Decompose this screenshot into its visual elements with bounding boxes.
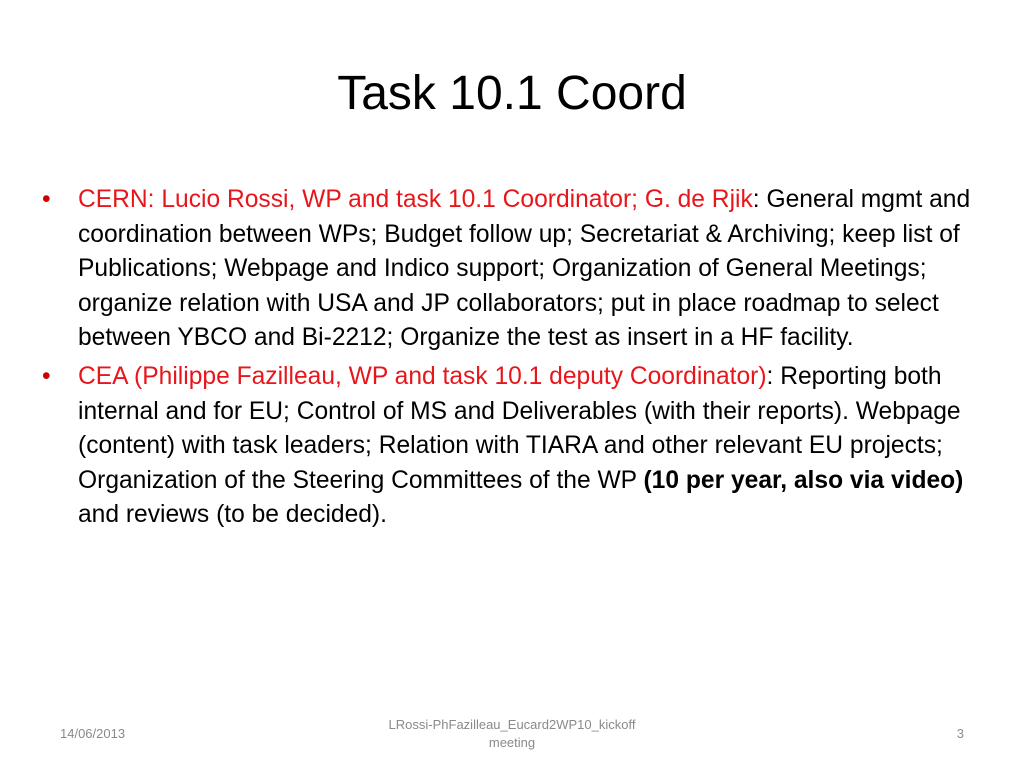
footer-title-line2: meeting — [488, 735, 536, 750]
footer-date: 14/06/2013 — [60, 726, 126, 741]
bullet-list — [42, 183, 997, 537]
bullet-lead: CERN: Lucio Rossi, WP and task 10.1 Coordinator; G. de Rjik — [78, 186, 753, 213]
page-number: 3 — [956, 726, 964, 741]
bullet-item-cea — [42, 360, 997, 533]
bullet-emphasis: (10 per year, also via video) — [643, 466, 964, 494]
bullet-lead: CEA (Philippe Fazilleau, WP and task 10.1 deputy Coordinator) — [78, 362, 767, 390]
bullet-body: General mgmt and coordination between WPs; Budget follow up; Secretariat & Archiving; keep list of Publications; Webpage and Indico support; Organization of General Meetings; organize relation with USA and JP collaborators; put in place roadmap to select between YBCO and Bi-2212; Organize the test as insert in a HF facility. — [78, 186, 971, 352]
bullet-separator: : — [752, 186, 760, 213]
footer-title — [362, 716, 662, 768]
slide-title: Task 10.1 Coord — [337, 67, 687, 120]
bullet-body: Reporting both internal and for EU; Control of MS and Deliverables (with their reports). Webpage (content) with task leaders; Relation with TIARA and other relevant EU projects; Organization of the Steering Committees of the WP — [78, 362, 961, 494]
bullet-item-cern — [42, 183, 997, 356]
bullet-icon: • — [42, 186, 51, 213]
bullet-tail: and reviews (to be decided). — [78, 501, 387, 529]
footer-title-line1: LRossi-PhFazilleau_Eucard2WP10_kickoff — [388, 717, 636, 732]
bullet-icon: • — [42, 362, 51, 390]
bullet-separator: : — [766, 362, 774, 390]
